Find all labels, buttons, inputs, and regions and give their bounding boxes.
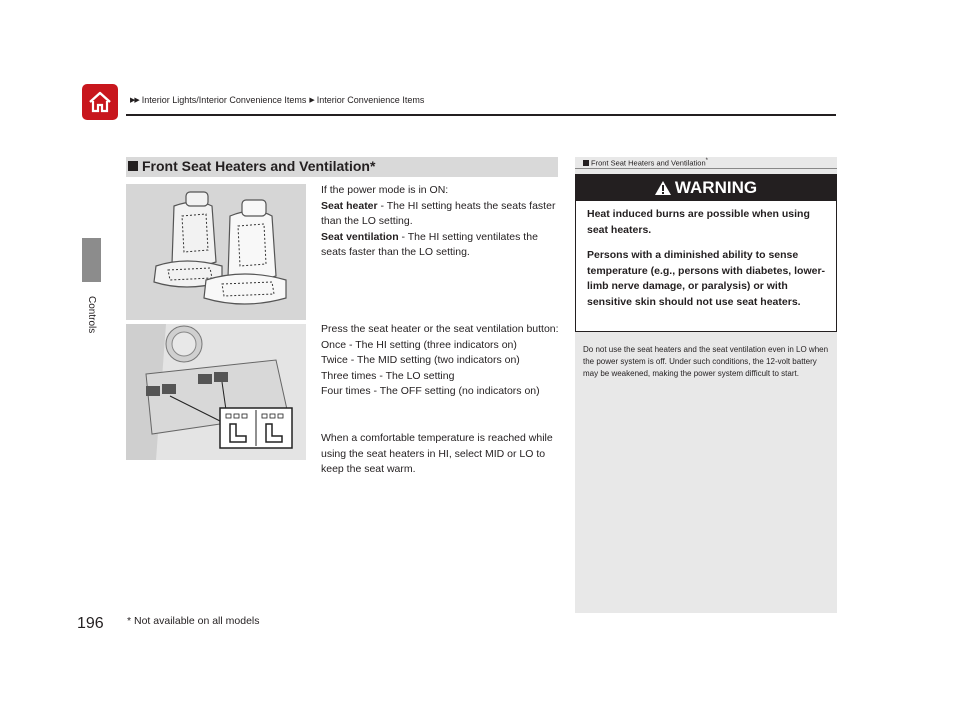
header-divider	[126, 114, 836, 116]
warning-paragraph: Heat induced burns are possible when using seat heaters.	[587, 208, 810, 236]
instruction-line: Press the seat heater or the seat ventilation button:	[321, 323, 559, 335]
seat-ventilation-description	[321, 230, 561, 261]
seat-heater-text: - The HI setting heats the seats faster than the LO setting.	[321, 199, 556, 227]
comfort-temperature-note: When a comfortable temperature is reached while using the seat heaters in HI, select MID or LO to keep the seat warm.	[321, 432, 553, 475]
seat-heater-description	[321, 199, 561, 230]
section-title: Front Seat Heaters and Ventilation*	[142, 158, 376, 174]
sidebar-heading-divider	[575, 168, 837, 169]
instruction-line: Three times - The LO setting	[321, 369, 455, 382]
seat-ventilation-label: Seat ventilation	[321, 230, 399, 243]
warning-label: WARNING	[674, 178, 758, 197]
button-press-instructions	[321, 322, 561, 400]
chapter-tab-label[interactable]: Controls	[86, 296, 97, 334]
chapter-tab-marker	[82, 238, 101, 282]
breadcrumb-item[interactable]: Interior Convenience Items	[316, 95, 425, 105]
breadcrumb-arrow-icon: ▶	[309, 97, 314, 104]
warning-banner	[576, 175, 836, 201]
warning-box	[575, 174, 837, 332]
seat-switch-panel-illustration	[126, 324, 306, 460]
seat-heater-label: Seat heater	[321, 199, 378, 212]
instruction-line: Twice - The MID setting (two indicators on)	[321, 354, 520, 366]
home-button[interactable]	[82, 84, 118, 120]
front-seats-illustration	[126, 184, 306, 320]
instruction-line: Four times - The OFF setting (no indicators on)	[321, 385, 540, 397]
sidebar-heading[interactable]: Front Seat Heaters and Ventilation*	[583, 158, 708, 168]
power-mode-intro: If the power mode is in ON:	[321, 184, 449, 196]
breadcrumb	[130, 95, 424, 105]
breadcrumb-item[interactable]: Interior Lights/Interior Convenience Items	[141, 95, 307, 105]
breadcrumb-arrow-icon: ▶▶	[130, 97, 139, 104]
sidebar-note: Do not use the seat heaters and the seat ventilation even in LO when the power system is off. Under such conditions, the 12-volt battery may be weakened, making the power system difficult to start.	[583, 345, 829, 378]
page-number: 196	[77, 615, 104, 632]
seat-ventilation-text: - The HI setting ventilates the seats faster than the LO setting.	[321, 230, 538, 258]
power-mode-description	[321, 183, 561, 261]
section-bullet-icon	[128, 161, 138, 171]
instruction-line: Once - The HI setting (three indicators on)	[321, 338, 517, 351]
warning-paragraph: Persons with a diminished ability to sense temperature (e.g., persons with diabetes, lower-limb nerve damage, or paralysis) or with sensitive skin should not use seat heaters.	[587, 249, 826, 308]
warning-text	[587, 207, 827, 320]
home-icon	[87, 89, 113, 115]
sidebar-heading-marker-icon	[583, 160, 589, 166]
footnote: * Not available on all models	[127, 615, 260, 627]
warning-triangle-icon	[655, 181, 671, 195]
